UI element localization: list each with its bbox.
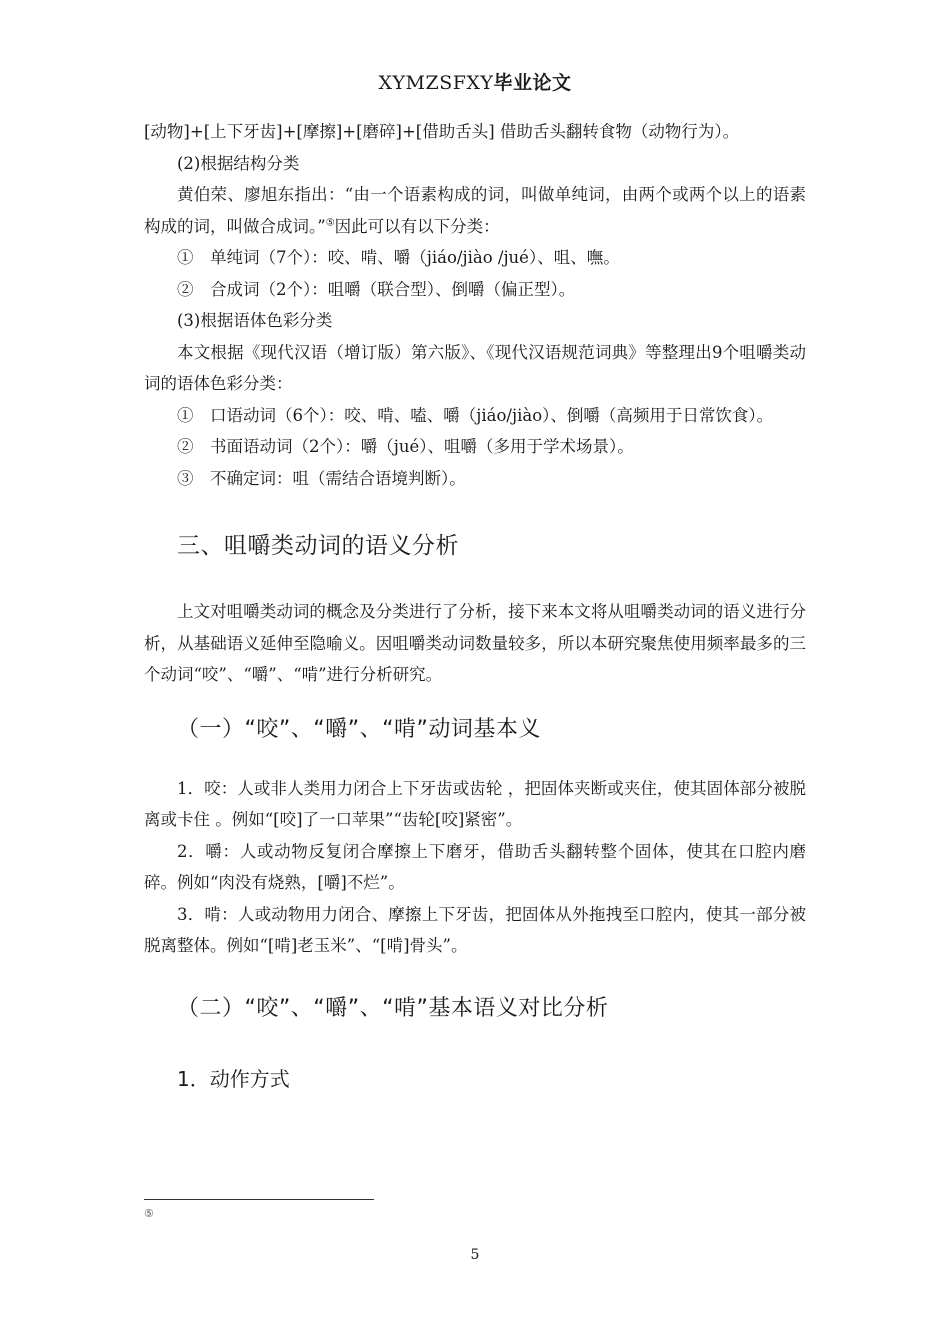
subheading-comparison: （二）“咬”、“嚼”、“啃”基本语义对比分析 <box>177 995 609 1021</box>
minor-heading-action-mode: 1．动作方式 <box>177 1066 290 1091</box>
subheading-basic-meaning: （一）“咬”、“嚼”、“啃”动词基本义 <box>177 716 541 742</box>
paragraph-style-intro: 本文根据《现代汉语（增订版）第六版》、《现代汉语规范词典》等整理出9个咀嚼类动词的语体色彩分类： <box>144 342 806 393</box>
paragraph-structure-heading: (2)根据结构分类 <box>177 153 300 173</box>
paragraph-structure-quote <box>144 179 806 242</box>
quote-text: 黄伯荣、廖旭东指出：“由一个语素构成的词，叫做单纯词，由两个或两个以上的语素构成的词，叫做合成词。” <box>144 185 806 236</box>
list-item-uncertain-words: ③ 不确定词：咀（需结合语境判断）。 <box>177 468 466 488</box>
footnote-reference: ⑤ <box>325 217 335 228</box>
header-title: 毕业论文 <box>493 72 572 94</box>
list-item-simple-words: ① 单纯词（7个）：咬、啃、嚼（jiáo/jiào /jué）、咀、嘸。 <box>177 248 620 267</box>
list-item-written-verbs: ② 书面语动词（2个）：嚼（jué）、咀嚼（多用于学术场景）。 <box>177 437 634 456</box>
definition-yao: 1．咬：人或非人类用力闭合上下牙齿或齿轮 ，把固体夹断或夹住，使其固体部分被脱离或卡住 。例如“[咬]了一口苹果”“齿轮[咬]紧密”。 <box>144 778 806 829</box>
page-body <box>144 116 806 1096</box>
definition-ken: 3．啃：人或动物用力闭合、摩擦上下牙齿，把固体从外拖拽至口腔内，使其一部分被脱离整体。例如“[啃]老玉米”、“[啃]骨头”。 <box>144 904 806 955</box>
footnote-divider <box>144 1199 374 1200</box>
paragraph-section-intro: 上文对咀嚼类动词的概念及分类进行了分析，接下来本文将从咀嚼类动词的语义进行分析，从基础语义延伸至隐喻义。因咀嚼类动词数量较多，所以本研究聚焦使用频率最多的三个动词“咬”、“嚼”、“啃”进行分析研究。 <box>144 602 806 684</box>
paragraph-feature-formula: [动物]+[上下牙齿]+[摩擦]+[磨碎]+[借助舌头] 借助舌头翻转食物（动物行为）。 <box>144 122 740 141</box>
page-header <box>0 68 950 95</box>
paragraph-style-heading: (3)根据语体色彩分类 <box>177 311 333 330</box>
definition-jiao: 2．嚼：人或动物反复闭合摩擦上下磨牙，借助舌头翻转整个固体，使其在口腔内磨碎。例如“肉没有烧熟，[嚼]不烂”。 <box>144 841 806 892</box>
list-item-compound-words: ② 合成词（2个）：咀嚼（联合型）、倒嚼（偏正型）。 <box>177 279 576 299</box>
list-item-spoken-verbs: ① 口语动词（6个）：咬、啃、嗑、嚼（jiáo/jiào）、倒嚼（高频用于日常饮食）。 <box>177 405 774 425</box>
section-heading-semantic-analysis: 三、咀嚼类动词的语义分析 <box>177 533 459 559</box>
footnote-marker: ⑤ <box>144 1207 154 1220</box>
page-number: 5 <box>470 1247 480 1263</box>
quote-continuation: 因此可以有以下分类： <box>334 216 500 236</box>
header-prefix: XYMZSFXY <box>378 72 494 94</box>
